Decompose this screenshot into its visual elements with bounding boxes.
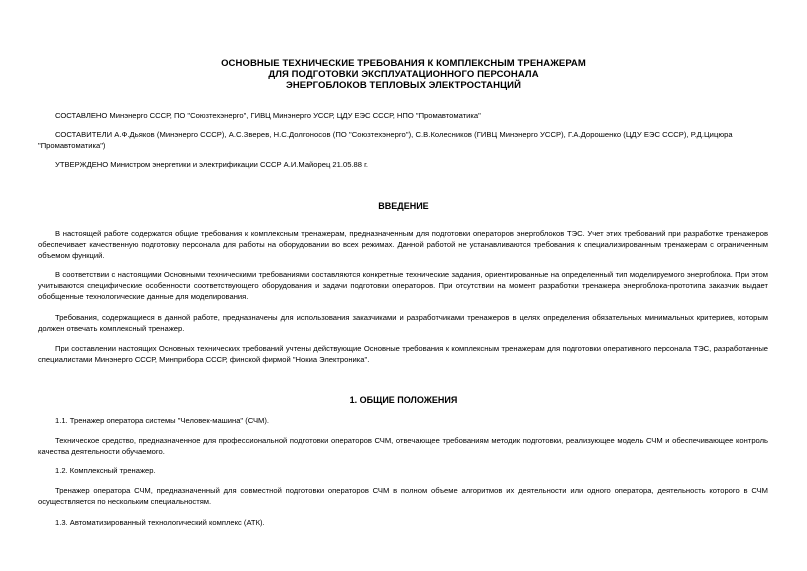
section-1-heading: 1. ОБЩИЕ ПОЛОЖЕНИЯ bbox=[349, 395, 458, 405]
intro-heading: ВВЕДЕНИЕ bbox=[378, 201, 429, 211]
document-title-line-1: ОСНОВНЫЕ ТЕХНИЧЕСКИЕ ТРЕБОВАНИЯ К КОМПЛЕКСНЫМ ТРЕНАЖЕРАМ bbox=[221, 58, 586, 69]
approved-text: УТВЕРЖДЕНО Министром энергетики и электрификации СССР А.И.Майорец 21.05.88 г. bbox=[55, 160, 369, 169]
intro-paragraph-3: Требования, содержащиеся в данной работе, предназначены для использования заказчиками и разработчиками тренажеров в целях определения обязательных минимальных критериев, которым должен отвечать комплексный тренажер. bbox=[38, 313, 768, 333]
authors-text-line-2: "Промавтоматика") bbox=[38, 141, 106, 150]
section-1-item-1-title: 1.1. Тренажер оператора системы "Человек-машина" (СЧМ). bbox=[55, 416, 270, 425]
authors-text-line-1: СОСТАВИТЕЛИ А.Ф.Дьяков (Минэнерго СССР), А.С.Зверев, Н.С.Долгоносов (ПО "Союзтехэнерго"), С.В.Колесников (ГИВЦ Минэнерго УССР), Г.А.Дорошенко (ЦДУ ЕЭС СССР), Р.Д.Цицюра bbox=[55, 130, 733, 139]
section-1-item-3-title: 1.3. Автоматизированный технологический комплекс (АТК). bbox=[55, 518, 265, 527]
intro-paragraph-1: В настоящей работе содержатся общие требования к комплексным тренажерам, предназначенным для подготовки операторов энергоблоков ТЭС. Учет этих требований при разработке тренажеров обеспечивает качественную подготовку персонала для работы на оборудовании во всех режимах. Данной работой не устанавливаются требования к специализированным тренажерам с ограниченным объемом функций. bbox=[38, 229, 768, 260]
section-1-item-1-text: Техническое средство, предназначенное для профессиональной подготовки операторов СЧМ, отвечающее требованиям методик подготовки, реализующее модель СЧМ и обеспечивающее контроль качества деятельности обучаемого. bbox=[38, 436, 768, 456]
section-1-item-2-text: Тренажер оператора СЧМ, предназначенный для совместной подготовки операторов СЧМ в полном объеме алгоритмов их деятельности или одного оператора, деятельность которого в СЧМ осуществляется по нескольким специальностям. bbox=[38, 486, 768, 506]
document-title-line-3: ЭНЕРГОБЛОКОВ ТЕПЛОВЫХ ЭЛЕКТРОСТАНЦИЙ bbox=[285, 80, 522, 91]
intro-paragraph-2: В соответствии с настоящими Основными техническими требованиями составляются конкретные технические задания, ориентированные на определенный тип моделируемого энергоблока. При этом учитываются специфические особенности соответствующего оборудования и задачи подготовки операторов. При отсутствии на момент разработки тренажера энергоблока-прототипа заказчик выдает обобщенные технологические данные для моделирования. bbox=[38, 270, 768, 301]
document-title-line-2: ДЛЯ ПОДГОТОВКИ ЭКСПЛУАТАЦИОННОГО ПЕРСОНАЛА bbox=[268, 69, 539, 80]
intro-paragraph-4: При составлении настоящих Основных технических требований учтены действующие Основные требования к комплексным тренажерам для подготовки оперативного персонала ТЭС, разработанные специалистами Минэнерго СССР, Минприбора СССР, финской фирмой "Нокиа Электроника". bbox=[38, 344, 768, 364]
section-1-item-2-title: 1.2. Комплексный тренажер. bbox=[55, 466, 156, 475]
compiled-by-text: СОСТАВЛЕНО Минэнерго СССР, ПО "Союзтехэнерго", ГИВЦ Минэнерго УССР, ЦДУ ЕЭС СССР, НПО "Промавтоматика" bbox=[55, 111, 481, 120]
